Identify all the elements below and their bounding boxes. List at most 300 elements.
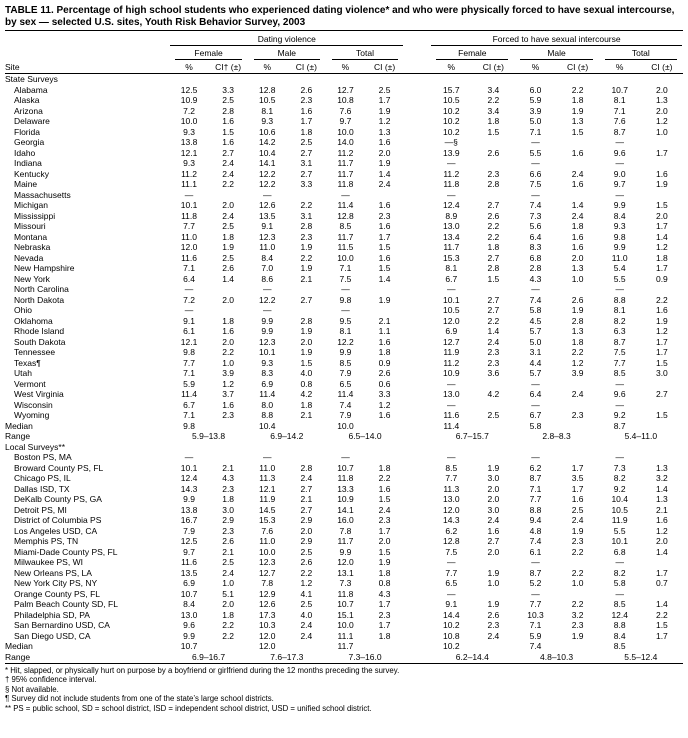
value-cell — [557, 379, 599, 390]
empty-cell — [472, 641, 514, 652]
column-gap — [404, 599, 430, 610]
value-cell: 12.1 — [180, 147, 198, 158]
value-cell: 1.9 — [222, 242, 235, 252]
value-cell: 0.8 — [300, 378, 313, 389]
value-cell: 2.3 — [378, 515, 391, 525]
value-cell: 5.1 — [222, 588, 235, 599]
value-cell — [209, 452, 248, 463]
median-value: 9.8 — [183, 420, 195, 431]
table-row — [5, 410, 683, 421]
value-cell: — — [531, 557, 540, 567]
value-cell: 2.4 — [300, 473, 313, 483]
column-gap — [404, 557, 430, 568]
site-name: Los Angeles USD, CA — [14, 525, 98, 536]
value-cell: 2.2 — [300, 200, 313, 210]
table-row — [5, 505, 683, 516]
value-cell: — — [615, 137, 624, 147]
value-cell: 15.3 — [443, 252, 460, 263]
value-cell: 6.9 — [261, 378, 274, 389]
value-cell: 1.9 — [487, 462, 500, 473]
value-cell: 11.1 — [181, 179, 197, 189]
value-cell: 2.4 — [571, 168, 584, 179]
value-cell — [641, 137, 683, 148]
value-cell: 1.8 — [222, 609, 235, 620]
value-cell: 1.4 — [655, 599, 668, 609]
value-cell: 2.2 — [571, 546, 584, 557]
column-gap — [404, 589, 430, 600]
column-gap — [404, 610, 430, 621]
value-cell: 9.9 — [339, 347, 352, 357]
value-cell: 8.6 — [261, 273, 274, 284]
value-cell: 2.5 — [571, 504, 584, 515]
value-cell: 2.1 — [378, 315, 391, 326]
value-cell: 10.2 — [443, 105, 460, 116]
value-cell: 9.7 — [339, 116, 352, 126]
value-cell: 1.5 — [222, 126, 235, 137]
value-cell: 1.8 — [378, 567, 391, 578]
table-row — [5, 368, 683, 379]
value-cell: 8.2 — [613, 315, 626, 326]
value-cell: 10.7 — [337, 462, 354, 473]
value-cell — [557, 190, 599, 201]
footnotes — [5, 663, 683, 713]
value-cell: 10.2 — [443, 116, 460, 126]
value-cell: 9.1 — [445, 599, 458, 609]
site-column-header: Site — [5, 31, 169, 74]
value-cell: 11.8 — [443, 179, 460, 189]
value-cell: — — [447, 557, 456, 567]
value-cell: — — [447, 158, 456, 168]
empty-cell — [287, 641, 326, 652]
value-cell: — — [262, 284, 272, 294]
value-cell: 2.5 — [222, 252, 235, 263]
value-cell: 12.6 — [258, 599, 276, 609]
value-cell: 12.8 — [443, 536, 460, 546]
value-cell: 1.6 — [378, 410, 391, 420]
value-cell: 2.5 — [378, 84, 391, 95]
table-row — [5, 473, 683, 484]
site-name: Wyoming — [14, 410, 50, 420]
value-cell: 13.8 — [180, 504, 198, 515]
table-row — [5, 284, 683, 295]
column-gap — [404, 452, 430, 463]
footnote: ¶ Survey did not include students from one of the state’s large school districts. — [5, 694, 274, 704]
value-cell: 2.2 — [487, 231, 500, 242]
value-cell: 2.9 — [300, 536, 313, 546]
range-value: 6.7–15.7 — [455, 431, 489, 441]
value-cell: 14.0 — [337, 137, 354, 147]
data-table — [5, 31, 683, 662]
table-row — [5, 599, 683, 610]
value-cell: 6.2 — [529, 462, 542, 473]
value-cell: — — [262, 452, 272, 462]
value-cell: 1.5 — [378, 546, 391, 557]
column-gap — [404, 515, 430, 526]
col-header-percent: % — [248, 60, 287, 74]
table-row — [5, 358, 683, 369]
median-value: 8.7 — [613, 420, 626, 431]
value-cell: 1.5 — [655, 620, 668, 630]
value-cell: 2.6 — [378, 368, 391, 378]
value-cell: 1.5 — [487, 126, 500, 137]
value-cell: 8.5 — [445, 462, 458, 473]
value-cell: 10.2 — [443, 126, 460, 137]
table-row — [5, 452, 683, 463]
value-cell: 9.3 — [183, 158, 195, 168]
value-cell: 7.8 — [261, 578, 274, 588]
value-cell: 4.0 — [300, 609, 313, 620]
median-label: Median — [5, 641, 33, 651]
value-cell: 2.1 — [300, 494, 313, 504]
value-cell: 7.8 — [339, 525, 352, 536]
value-cell: 1.3 — [655, 462, 668, 473]
value-cell: 1.8 — [655, 252, 668, 263]
value-cell — [472, 137, 514, 148]
value-cell: 10.7 — [337, 599, 354, 609]
value-cell: 1.2 — [655, 525, 668, 536]
column-gap — [404, 389, 430, 400]
column-gap — [404, 358, 430, 369]
value-cell: 1.3 — [571, 263, 584, 273]
value-cell: 10.1 — [611, 536, 628, 546]
value-cell: 6.7 — [445, 273, 458, 284]
value-cell: 2.4 — [571, 210, 584, 221]
value-cell: 7.2 — [183, 105, 195, 116]
value-cell: — — [615, 284, 624, 294]
value-cell: 3.9 — [529, 105, 542, 116]
value-cell: 9.6 — [613, 147, 626, 158]
empty-cell — [472, 421, 514, 432]
value-cell: 9.6 — [183, 620, 195, 630]
value-cell: 8.7 — [529, 473, 542, 483]
value-cell — [641, 379, 683, 390]
value-cell: 9.9 — [183, 494, 195, 504]
value-cell: — — [615, 588, 624, 599]
value-cell: 1.5 — [300, 357, 313, 368]
section-label: State Surveys — [5, 74, 58, 84]
column-gap — [404, 620, 430, 631]
value-cell: 10.3 — [258, 620, 276, 630]
value-cell: — — [262, 305, 272, 315]
value-cell: 6.2 — [445, 525, 458, 536]
median-label: Median — [5, 420, 33, 431]
table-row — [5, 253, 683, 264]
value-cell: 12.1 — [180, 336, 198, 347]
value-cell: 2.8 — [300, 462, 313, 473]
value-cell: 8.3 — [529, 242, 542, 252]
value-cell: 1.7 — [378, 599, 391, 609]
value-cell — [472, 589, 514, 600]
value-cell: 12.3 — [258, 231, 276, 242]
value-cell: 11.0 — [259, 536, 276, 546]
value-cell — [472, 284, 514, 295]
value-cell: 1.6 — [378, 221, 391, 231]
value-cell: 6.1 — [183, 326, 195, 336]
value-cell — [209, 305, 248, 316]
column-gap — [404, 347, 430, 358]
value-cell: 3.1 — [529, 347, 542, 357]
value-cell: 1.0 — [571, 273, 584, 284]
value-cell: 2.8 — [571, 315, 584, 326]
value-cell: 9.3 — [261, 116, 274, 126]
site-name: Michigan — [14, 200, 49, 210]
value-cell: 13.5 — [258, 210, 276, 221]
range-value: 6.2–14.4 — [455, 651, 489, 662]
median-value: 7.4 — [529, 641, 542, 651]
median-value: 10.0 — [337, 420, 354, 431]
value-cell: — — [184, 284, 194, 294]
value-cell: 1.2 — [378, 116, 391, 126]
table-row — [5, 557, 683, 568]
value-cell: 14.4 — [443, 609, 460, 620]
value-cell: 1.0 — [655, 126, 668, 137]
value-cell: 10.9 — [443, 368, 460, 378]
site-name: Alabama — [14, 84, 48, 95]
table-row — [5, 116, 683, 127]
value-cell: 7.1 — [613, 105, 626, 116]
value-cell: 7.1 — [183, 263, 195, 273]
range-label: Range — [5, 651, 31, 662]
value-cell: 6.7 — [183, 399, 195, 410]
value-cell: 12.7 — [337, 84, 354, 95]
value-cell — [287, 452, 326, 463]
value-cell: 3.4 — [487, 105, 500, 116]
value-cell: 1.6 — [222, 137, 235, 147]
value-cell: 8.2 — [613, 473, 626, 483]
value-cell: 1.7 — [655, 630, 668, 641]
value-cell: 1.4 — [655, 483, 668, 494]
value-cell: 9.8 — [339, 294, 352, 305]
value-cell: 1.5 — [571, 126, 584, 137]
value-cell: 3.6 — [487, 368, 500, 378]
value-cell: 2.3 — [378, 609, 391, 620]
value-cell: 11.0 — [259, 462, 276, 473]
site-name: Mississippi — [14, 210, 56, 221]
value-cell: 5.4 — [613, 263, 626, 273]
table-row — [5, 526, 683, 537]
median-value: 11.4 — [443, 420, 460, 431]
value-cell: 11.8 — [337, 588, 354, 599]
value-cell: 2.0 — [222, 336, 235, 347]
value-cell: — — [447, 284, 456, 294]
value-cell: 1.9 — [300, 347, 313, 357]
value-cell: 8.2 — [613, 567, 626, 578]
table-row — [5, 389, 683, 400]
value-cell: — — [447, 588, 456, 599]
site-name: Arizona — [14, 105, 43, 116]
value-cell: — — [184, 305, 194, 315]
value-cell — [641, 452, 683, 463]
value-cell: 7.3 — [529, 210, 542, 221]
value-cell: 8.5 — [339, 221, 352, 231]
value-cell: 7.3 — [339, 578, 352, 588]
value-cell: 12.8 — [337, 210, 354, 221]
header-gap — [404, 46, 430, 60]
value-cell: 7.1 — [183, 368, 195, 378]
value-cell: 2.4 — [300, 620, 313, 630]
column-gap — [404, 305, 430, 316]
column-gap — [404, 179, 430, 190]
value-cell: 1.2 — [655, 242, 668, 252]
value-cell: 10.0 — [337, 620, 354, 630]
value-cell: 10.0 — [337, 252, 354, 263]
value-cell: 12.5 — [180, 536, 198, 546]
subheader-fi-total: Total — [599, 46, 683, 60]
site-name: Massachusetts — [14, 189, 71, 200]
value-cell: 1.6 — [378, 200, 391, 210]
range-value: 6.5–14.0 — [348, 431, 382, 441]
value-cell: 2.0 — [487, 546, 500, 557]
table-row — [5, 347, 683, 358]
value-cell: 3.1 — [300, 210, 313, 221]
value-cell: 4.0 — [300, 368, 313, 378]
col-header-ci: CI (±) — [287, 60, 326, 74]
value-cell: 7.7 — [613, 357, 626, 368]
value-cell: 17.3 — [258, 609, 276, 620]
value-cell: 12.0 — [443, 504, 460, 515]
value-cell: — — [531, 189, 540, 200]
value-cell: 1.9 — [571, 105, 584, 116]
col-header-percent: % — [599, 60, 641, 74]
value-cell: 1.7 — [378, 525, 391, 536]
value-cell: 2.7 — [655, 389, 668, 399]
value-cell: 1.7 — [655, 263, 668, 273]
footnote: † 95% confidence interval. — [5, 675, 97, 685]
value-cell — [641, 400, 683, 411]
value-cell: 1.9 — [655, 179, 668, 189]
site-name: Palm Beach County SD, FL — [14, 599, 118, 609]
value-cell: 2.6 — [487, 609, 500, 620]
value-cell: 10.4 — [611, 494, 628, 504]
value-cell: 2.7 — [300, 168, 313, 179]
value-cell: 3.0 — [222, 504, 235, 515]
empty-cell — [209, 421, 248, 432]
table-row — [5, 494, 683, 505]
value-cell: 12.6 — [258, 200, 276, 210]
value-cell: 4.5 — [529, 315, 542, 326]
site-name: North Carolina — [14, 284, 69, 294]
value-cell: 2.0 — [655, 105, 668, 116]
value-cell: 6.1 — [529, 546, 542, 557]
value-cell: 2.2 — [300, 567, 313, 578]
empty-cell — [641, 421, 683, 432]
group-header-forced-intercourse: Forced to have sexual intercourse — [430, 31, 683, 46]
value-cell: 14.3 — [443, 515, 460, 525]
column-gap — [404, 284, 430, 295]
value-cell: 2.0 — [655, 84, 668, 95]
site-name: Dallas ISD, TX — [14, 483, 70, 494]
column-gap — [404, 116, 430, 127]
group-header-row — [5, 31, 683, 46]
value-cell: 10.5 — [611, 504, 628, 515]
value-cell: 1.7 — [655, 336, 668, 347]
range-value: 6.9–14.2 — [270, 431, 304, 441]
table-row — [5, 610, 683, 621]
range-value: 4.8–10.3 — [540, 651, 574, 662]
table-row — [5, 242, 683, 253]
value-cell: 2.2 — [222, 630, 235, 641]
value-cell: 7.9 — [339, 368, 352, 378]
site-name: Wisconsin — [14, 399, 53, 410]
value-cell: 1.6 — [571, 231, 584, 242]
site-name: Delaware — [14, 116, 50, 126]
site-name: Kentucky — [14, 168, 49, 179]
value-cell: 11.2 — [443, 357, 460, 368]
value-cell: 1.9 — [378, 557, 391, 567]
value-cell: 8.8 — [613, 294, 626, 305]
median-value: 10.2 — [443, 641, 460, 651]
col-header-ci: CI (±) — [557, 60, 599, 74]
value-cell: 8.4 — [183, 599, 195, 609]
value-cell: 9.4 — [529, 515, 542, 525]
value-cell: 5.7 — [529, 326, 542, 336]
value-cell: 4.2 — [487, 389, 500, 399]
value-cell: 1.7 — [378, 620, 391, 630]
site-name: Ohio — [14, 305, 32, 315]
value-cell: 1.6 — [655, 305, 668, 315]
value-cell: 0.7 — [655, 578, 668, 588]
value-cell: 12.0 — [337, 557, 354, 567]
value-cell — [472, 379, 514, 390]
value-cell — [472, 158, 514, 169]
value-cell: 12.7 — [258, 567, 276, 578]
value-cell: 10.9 — [337, 494, 354, 504]
value-cell: 2.4 — [300, 630, 313, 641]
col-header-percent: % — [326, 60, 365, 74]
value-cell: 2.4 — [571, 515, 584, 525]
value-cell: 2.9 — [300, 515, 313, 525]
value-cell: 8.7 — [613, 126, 626, 137]
value-cell: 12.3 — [258, 557, 276, 567]
value-cell: 1.6 — [571, 494, 584, 504]
value-cell: 10.0 — [258, 546, 276, 557]
table-row — [5, 400, 683, 411]
table-row — [5, 137, 683, 148]
value-cell: 16.7 — [180, 515, 198, 525]
value-cell: 1.0 — [222, 357, 235, 368]
range-value: 7.6–17.3 — [270, 651, 304, 662]
value-cell: 2.5 — [222, 95, 235, 105]
value-cell: 1.7 — [655, 347, 668, 357]
value-cell: 8.3 — [261, 368, 274, 378]
value-cell: 8.7 — [529, 567, 542, 578]
value-cell: — — [615, 189, 624, 200]
value-cell: 2.2 — [655, 609, 668, 620]
site-name: Texas¶ — [14, 357, 41, 368]
value-cell: 11.4 — [337, 389, 354, 399]
value-cell — [641, 589, 683, 600]
value-cell — [641, 158, 683, 169]
value-cell: 2.0 — [300, 525, 313, 536]
value-cell: 2.0 — [222, 599, 235, 609]
value-cell: 1.8 — [378, 630, 391, 641]
value-cell: 9.2 — [613, 410, 626, 420]
value-cell: —§ — [444, 137, 458, 147]
value-cell: 9.7 — [613, 179, 626, 189]
col-header-ci: CI (±) — [641, 60, 683, 74]
value-cell: 1.6 — [378, 137, 391, 147]
value-cell: 2.9 — [222, 515, 235, 525]
value-cell: 13.0 — [180, 609, 198, 620]
value-cell: — — [615, 452, 624, 462]
value-cell: 3.7 — [222, 389, 235, 399]
value-cell: 2.0 — [378, 536, 391, 546]
value-cell: 1.6 — [222, 399, 235, 410]
site-name: Rhode Island — [14, 326, 65, 336]
empty-cell — [557, 421, 599, 432]
value-cell: 1.5 — [655, 410, 668, 420]
value-cell: 9.1 — [261, 221, 274, 231]
